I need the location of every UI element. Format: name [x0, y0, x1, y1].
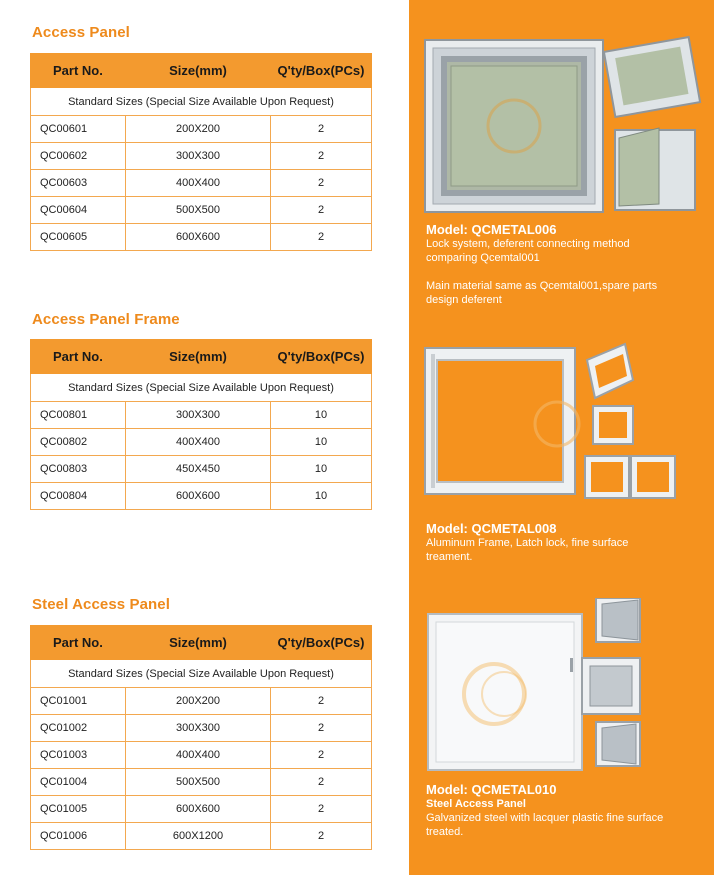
- model-qcmetal008: [426, 521, 706, 564]
- header-size: Size(mm): [126, 340, 271, 374]
- part-no-cell: QC00803: [31, 456, 126, 483]
- spec-table: [30, 339, 372, 510]
- qty-cell: 2: [271, 170, 372, 197]
- size-cell: 600X600: [126, 483, 271, 510]
- size-cell: 200X200: [126, 116, 271, 143]
- size-cell: 500X500: [126, 769, 271, 796]
- table-row: [31, 197, 372, 224]
- table-row: [31, 402, 372, 429]
- qty-cell: 2: [271, 224, 372, 251]
- standard-sizes-note: Standard Sizes (Special Size Available Upon Request): [31, 660, 372, 688]
- part-no-cell: QC00801: [31, 402, 126, 429]
- model-description: Main material same as Qcemtal001,spare parts: [426, 280, 658, 292]
- table-row: [31, 688, 372, 715]
- model-description: design deferent: [426, 294, 502, 306]
- size-cell: 400X400: [126, 429, 271, 456]
- standard-sizes-note: Standard Sizes (Special Size Available Upon Request): [31, 374, 372, 402]
- size-cell: 500X500: [126, 197, 271, 224]
- spec-table: [30, 53, 372, 251]
- part-no-cell: QC00804: [31, 483, 126, 510]
- model-title: Model: QCMETAL010: [426, 782, 557, 797]
- model-description: Aluminum Frame, Latch lock, fine surface: [426, 537, 629, 549]
- part-no-cell: QC01004: [31, 769, 126, 796]
- spec-table: [30, 625, 372, 850]
- qty-cell: 10: [271, 483, 372, 510]
- size-cell: 600X600: [126, 796, 271, 823]
- header-part-no: Part No.: [31, 340, 126, 374]
- size-cell: 600X600: [126, 224, 271, 251]
- qty-cell: 10: [271, 402, 372, 429]
- table-row: [31, 742, 372, 769]
- access-panel-photo: [419, 36, 709, 216]
- table-row: [31, 715, 372, 742]
- header-qty: Q'ty/Box(PCs): [271, 340, 372, 374]
- size-cell: 200X200: [126, 688, 271, 715]
- qty-cell: 2: [271, 143, 372, 170]
- section-title: Steel Access Panel: [32, 596, 170, 613]
- part-no-cell: QC00605: [31, 224, 126, 251]
- table-row: [31, 823, 372, 850]
- qty-cell: 10: [271, 456, 372, 483]
- steel-access-panel-photo: [424, 598, 714, 778]
- header-part-no: Part No.: [31, 54, 126, 88]
- part-no-cell: QC00604: [31, 197, 126, 224]
- model-description: comparing Qcemtal001: [426, 252, 540, 264]
- table-header-row: [31, 54, 372, 88]
- qty-cell: 2: [271, 715, 372, 742]
- header-size: Size(mm): [126, 54, 271, 88]
- table-header-row: [31, 340, 372, 374]
- size-cell: 300X300: [126, 143, 271, 170]
- part-no-cell: QC00802: [31, 429, 126, 456]
- part-no-cell: QC01006: [31, 823, 126, 850]
- table-row: [31, 769, 372, 796]
- model-description: treament.: [426, 551, 473, 563]
- size-cell: 600X1200: [126, 823, 271, 850]
- qty-cell: 2: [271, 688, 372, 715]
- size-cell: 300X300: [126, 715, 271, 742]
- model-qcmetal006: [426, 222, 706, 307]
- qty-cell: 2: [271, 742, 372, 769]
- model-description: Galvanized steel with lacquer plastic fine surface: [426, 812, 664, 824]
- header-qty: Q'ty/Box(PCs): [271, 54, 372, 88]
- model-title: Model: QCMETAL008: [426, 521, 557, 536]
- table-row: [31, 116, 372, 143]
- qty-cell: 2: [271, 197, 372, 224]
- header-part-no: Part No.: [31, 626, 126, 660]
- table-note-row: [31, 374, 372, 402]
- part-no-cell: QC00603: [31, 170, 126, 197]
- part-no-cell: QC00602: [31, 143, 126, 170]
- model-description: treated.: [426, 826, 464, 838]
- size-cell: 450X450: [126, 456, 271, 483]
- part-no-cell: QC01003: [31, 742, 126, 769]
- qty-cell: 10: [271, 429, 372, 456]
- table-row: [31, 170, 372, 197]
- part-no-cell: QC01002: [31, 715, 126, 742]
- part-no-cell: QC01005: [31, 796, 126, 823]
- access-panel-frame-photo: [419, 340, 709, 500]
- table-row: [31, 224, 372, 251]
- table-row: [31, 429, 372, 456]
- section-title: Access Panel Frame: [32, 311, 180, 328]
- qty-cell: 2: [271, 769, 372, 796]
- qty-cell: 2: [271, 796, 372, 823]
- header-qty: Q'ty/Box(PCs): [271, 626, 372, 660]
- table-row: [31, 456, 372, 483]
- table-row: [31, 483, 372, 510]
- table-row: [31, 143, 372, 170]
- size-cell: 400X400: [126, 742, 271, 769]
- part-no-cell: QC00601: [31, 116, 126, 143]
- qty-cell: 2: [271, 116, 372, 143]
- model-title: Model: QCMETAL006: [426, 222, 557, 237]
- section-title: Access Panel: [32, 24, 130, 41]
- table-row: [31, 796, 372, 823]
- model-qcmetal010: [426, 782, 706, 839]
- qty-cell: 2: [271, 823, 372, 850]
- table-note-row: [31, 88, 372, 116]
- size-cell: 300X300: [126, 402, 271, 429]
- table-note-row: [31, 660, 372, 688]
- table-header-row: [31, 626, 372, 660]
- size-cell: 400X400: [126, 170, 271, 197]
- part-no-cell: QC01001: [31, 688, 126, 715]
- header-size: Size(mm): [126, 626, 271, 660]
- model-description: Lock system, deferent connecting method: [426, 238, 630, 250]
- standard-sizes-note: Standard Sizes (Special Size Available Upon Request): [31, 88, 372, 116]
- model-description: Steel Access Panel: [426, 798, 526, 810]
